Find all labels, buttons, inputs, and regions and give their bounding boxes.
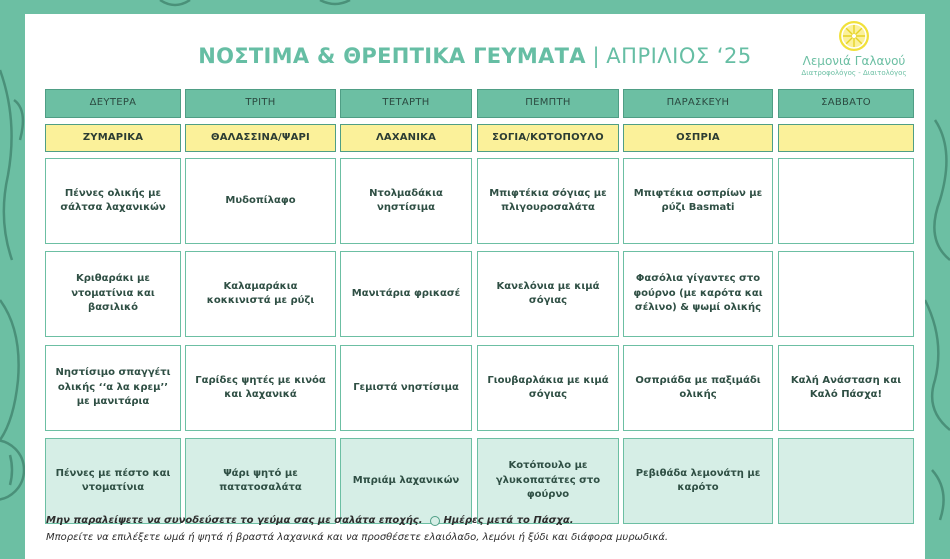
meal-cell: Καλαμαράκια κοκκινιστά με ρύζι — [185, 251, 336, 337]
brand-subtitle: Διατροφολόγος - Διαιτολόγος — [801, 69, 907, 77]
day-header: ΠΑΡΑΣΚΕΥΗ — [623, 89, 773, 118]
meal-cell: Πέννες ολικής με σάλτσα λαχανικών — [45, 158, 181, 244]
easter-legend-label: Ημέρες μετά το Πάσχα. — [443, 515, 574, 526]
day-header: ΠΕΜΠΤΗ — [477, 89, 619, 118]
lemon-slice-icon — [838, 20, 870, 52]
meal-cell: Πέννες με πέστο και ντοματίνια — [45, 438, 181, 524]
salad-note-line — [46, 515, 926, 526]
easter-legend-swatch — [430, 516, 440, 526]
title-separator: | — [585, 44, 607, 68]
title-month: ΑΠΡΙΛΙΟΣ ‘25 — [606, 44, 752, 68]
meal-cell — [778, 438, 914, 524]
meal-cell: Μανιτάρια φρικασέ — [340, 251, 472, 337]
meal-cell: Ντολμαδάκια νηστίσιμα — [340, 158, 472, 244]
meal-cell: Μπιφτέκια οσπρίων με ρύζι Basmati — [623, 158, 773, 244]
day-header: ΣΑΒΒΑΤΟ — [778, 89, 914, 118]
meal-cell: Μπιφτέκια σόγιας με πλιγουροσαλάτα — [477, 158, 619, 244]
meal-cell: Φασόλια γίγαντες στο φούρνο (με καρότα και σέλινο) & ψωμί ολικής — [623, 251, 773, 337]
meal-cell: Γαρίδες ψητές με κινόα και λαχανικά — [185, 345, 336, 431]
day-header: ΤΕΤΑΡΤΗ — [340, 89, 472, 118]
meal-cell: Νηστίσιμο σπαγγέτι ολικής ‘‘α λα κρεμ’’ με μανιτάρια — [45, 345, 181, 431]
brand-name: Λεμονιά Γαλανού — [802, 54, 906, 68]
meal-cell: Κανελόνια με κιμά σόγιας — [477, 251, 619, 337]
title-main: ΝΟΣΤΙΜΑ & ΘΡΕΠΤΙΚΑ ΓΕΥΜΑΤΑ — [198, 44, 586, 68]
meal-cell: Κοτόπουλο με γλυκοπατάτες στο φούρνο — [477, 438, 619, 524]
dressing-tip: Μπορείτε να επιλέξετε ωμά ή ψητά ή βραστά λαχανικά και να προσθέσετε ελαιόλαδο, λεμόνι ή ξύδι και διάφορα μυρωδικά. — [46, 532, 669, 543]
day-theme: ΣΟΓΙΑ/ΚΟΤΟΠΟΥΛΟ — [477, 124, 619, 152]
meal-cell: Ρεβιθάδα λεμονάτη με καρότο — [623, 438, 773, 524]
notes — [46, 515, 926, 543]
meal-cell: Ψάρι ψητό με πατατοσαλάτα — [185, 438, 336, 524]
day-theme: ΛΑΧΑΝΙΚΑ — [340, 124, 472, 152]
meal-cell — [778, 158, 914, 244]
day-header: ΔΕΥΤΕΡΑ — [45, 89, 181, 118]
meal-cell: Καλή Ανάσταση και Καλό Πάσχα! — [778, 345, 914, 431]
meal-cell: Γιουβαρλάκια με κιμά σόγιας — [477, 345, 619, 431]
meal-cell — [778, 251, 914, 337]
salad-note: Μην παραλείψετε να συνοδεύσετε το γεύμα σας με σαλάτα εποχής. — [46, 515, 423, 526]
day-theme: ΖΥΜΑΡΙΚΑ — [45, 124, 181, 152]
day-theme: ΟΣΠΡΙΑ — [623, 124, 773, 152]
meal-cell: Γεμιστά νηστίσιμα — [340, 345, 472, 431]
day-header: ΤΡΙΤΗ — [185, 89, 336, 118]
meal-cell: Κριθαράκι με ντοματίνια και βασιλικό — [45, 251, 181, 337]
day-theme: ΘΑΛΑΣΣΙΝΑ/ΨΑΡΙ — [185, 124, 336, 152]
meal-cell: Μυδοπίλαφο — [185, 158, 336, 244]
meal-cell: Μπριάμ λαχανικών — [340, 438, 472, 524]
meal-cell: Οσπριάδα με παξιμάδι ολικής — [623, 345, 773, 431]
day-theme — [778, 124, 914, 152]
